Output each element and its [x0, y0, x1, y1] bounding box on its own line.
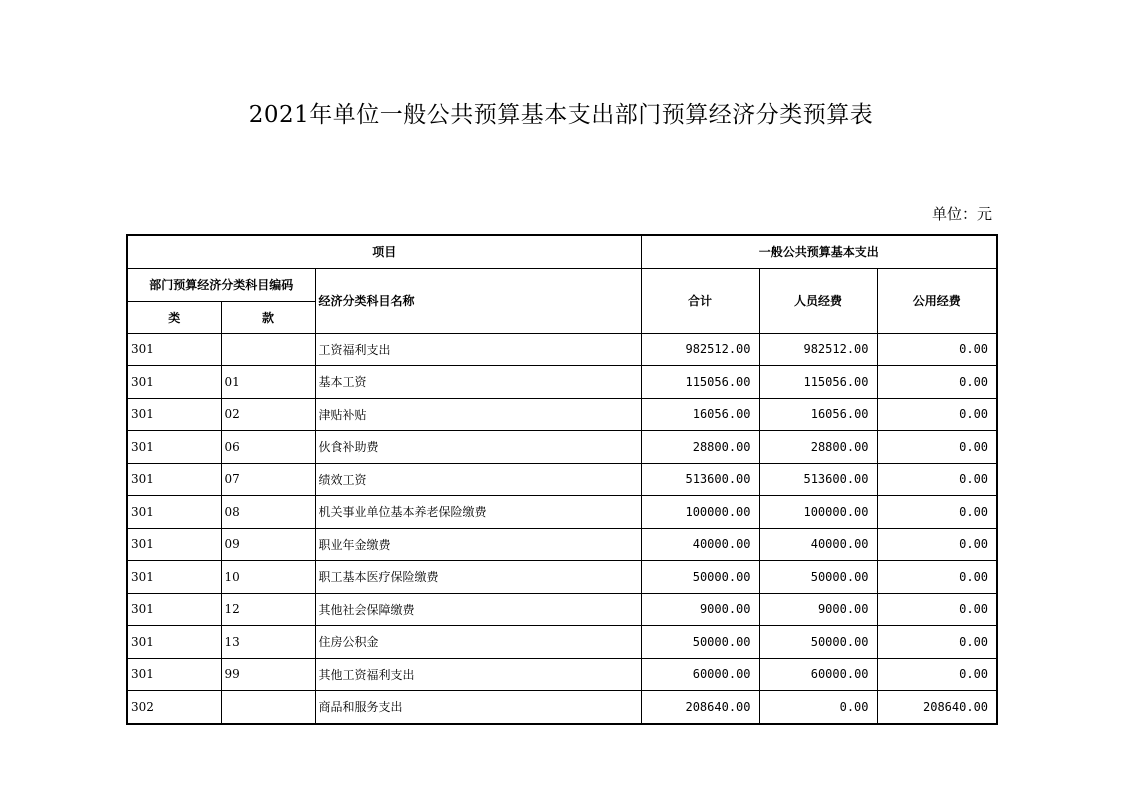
table-row — [127, 626, 997, 659]
cell-total: 50000.00 — [641, 626, 759, 659]
cell-category: 301 — [127, 528, 221, 561]
cell-category: 301 — [127, 593, 221, 626]
cell-category: 301 — [127, 398, 221, 431]
cell-personnel: 16056.00 — [759, 398, 877, 431]
unit-label: 单位：元 — [931, 205, 992, 223]
table-row — [127, 366, 997, 399]
cell-public: 0.00 — [877, 333, 997, 366]
cell-total: 9000.00 — [641, 593, 759, 626]
cell-subcategory: 13 — [221, 626, 315, 659]
cell-subcategory: 99 — [221, 658, 315, 691]
cell-subcategory — [221, 691, 315, 724]
cell-subcategory: 12 — [221, 593, 315, 626]
cell-public: 208640.00 — [877, 691, 997, 724]
table-row — [127, 561, 997, 594]
cell-personnel: 9000.00 — [759, 593, 877, 626]
table-row — [127, 431, 997, 464]
cell-item-name: 工资福利支出 — [315, 333, 641, 366]
cell-subcategory: 08 — [221, 496, 315, 529]
cell-public: 0.00 — [877, 431, 997, 464]
cell-category: 301 — [127, 463, 221, 496]
table-body — [127, 333, 997, 724]
header-code-group: 部门预算经济分类科目编码 — [127, 268, 315, 301]
cell-personnel: 100000.00 — [759, 496, 877, 529]
cell-total: 115056.00 — [641, 366, 759, 399]
table-row — [127, 496, 997, 529]
cell-total: 16056.00 — [641, 398, 759, 431]
cell-public: 0.00 — [877, 463, 997, 496]
cell-total: 50000.00 — [641, 561, 759, 594]
cell-total: 100000.00 — [641, 496, 759, 529]
table-row — [127, 658, 997, 691]
cell-category: 302 — [127, 691, 221, 724]
cell-item-name: 其他社会保障缴费 — [315, 593, 641, 626]
header-total: 合计 — [641, 268, 759, 333]
cell-category: 301 — [127, 431, 221, 464]
cell-personnel: 50000.00 — [759, 561, 877, 594]
cell-item-name: 伙食补助费 — [315, 431, 641, 464]
table-row — [127, 593, 997, 626]
cell-public: 0.00 — [877, 398, 997, 431]
cell-item-name: 津贴补贴 — [315, 398, 641, 431]
cell-personnel: 0.00 — [759, 691, 877, 724]
cell-personnel: 40000.00 — [759, 528, 877, 561]
cell-personnel: 982512.00 — [759, 333, 877, 366]
header-public: 公用经费 — [877, 268, 997, 333]
cell-item-name: 职工基本医疗保险缴费 — [315, 561, 641, 594]
cell-personnel: 50000.00 — [759, 626, 877, 659]
cell-public: 0.00 — [877, 496, 997, 529]
cell-item-name: 其他工资福利支出 — [315, 658, 641, 691]
cell-category: 301 — [127, 496, 221, 529]
budget-table — [126, 234, 998, 725]
header-kuan: 款 — [221, 301, 315, 333]
cell-item-name: 住房公积金 — [315, 626, 641, 659]
cell-personnel: 513600.00 — [759, 463, 877, 496]
cell-total: 40000.00 — [641, 528, 759, 561]
cell-total: 28800.00 — [641, 431, 759, 464]
cell-item-name: 职业年金缴费 — [315, 528, 641, 561]
header-name: 经济分类科目名称 — [315, 268, 641, 333]
cell-item-name: 机关事业单位基本养老保险缴费 — [315, 496, 641, 529]
cell-subcategory: 09 — [221, 528, 315, 561]
cell-subcategory — [221, 333, 315, 366]
cell-category: 301 — [127, 626, 221, 659]
cell-personnel: 115056.00 — [759, 366, 877, 399]
table-row — [127, 528, 997, 561]
cell-category: 301 — [127, 561, 221, 594]
cell-personnel: 28800.00 — [759, 431, 877, 464]
table-row — [127, 463, 997, 496]
cell-item-name: 基本工资 — [315, 366, 641, 399]
cell-total: 60000.00 — [641, 658, 759, 691]
cell-category: 301 — [127, 658, 221, 691]
cell-category: 301 — [127, 366, 221, 399]
cell-total: 513600.00 — [641, 463, 759, 496]
cell-category: 301 — [127, 333, 221, 366]
header-personnel: 人员经费 — [759, 268, 877, 333]
cell-subcategory: 10 — [221, 561, 315, 594]
cell-public: 0.00 — [877, 593, 997, 626]
cell-subcategory: 02 — [221, 398, 315, 431]
cell-personnel: 60000.00 — [759, 658, 877, 691]
cell-public: 0.00 — [877, 626, 997, 659]
header-lei: 类 — [127, 301, 221, 333]
cell-subcategory: 06 — [221, 431, 315, 464]
cell-public: 0.00 — [877, 528, 997, 561]
cell-total: 982512.00 — [641, 333, 759, 366]
cell-public: 0.00 — [877, 658, 997, 691]
cell-subcategory: 01 — [221, 366, 315, 399]
cell-subcategory: 07 — [221, 463, 315, 496]
cell-item-name: 商品和服务支出 — [315, 691, 641, 724]
cell-public: 0.00 — [877, 561, 997, 594]
cell-item-name: 绩效工资 — [315, 463, 641, 496]
cell-public: 0.00 — [877, 366, 997, 399]
header-general-budget: 一般公共预算基本支出 — [641, 235, 997, 268]
cell-total: 208640.00 — [641, 691, 759, 724]
table-row — [127, 398, 997, 431]
page-title: 2021年单位一般公共预算基本支出部门预算经济分类预算表 — [248, 102, 874, 128]
table-row — [127, 691, 997, 724]
header-project: 项目 — [127, 235, 641, 268]
table-row — [127, 333, 997, 366]
